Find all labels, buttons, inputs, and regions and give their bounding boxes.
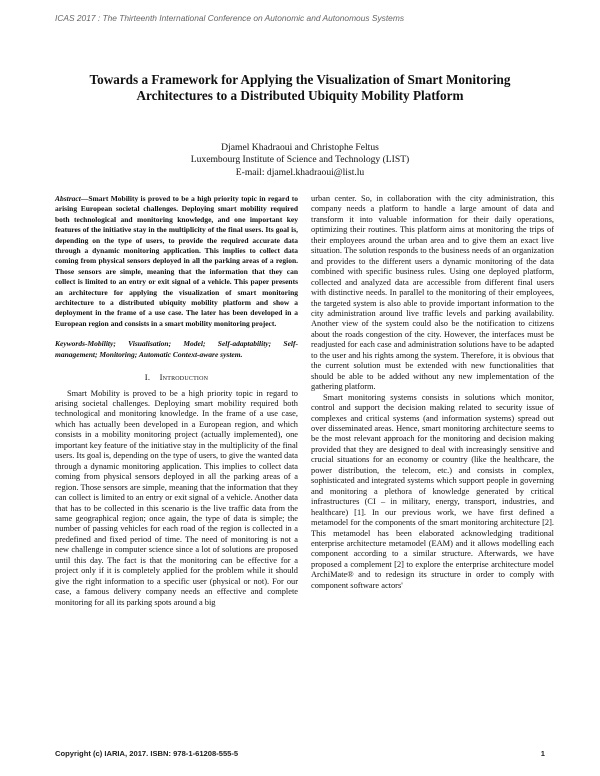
email: E-mail: djamel.khadraoui@list.lu bbox=[235, 166, 365, 178]
right-column bbox=[311, 194, 554, 591]
title-line-2: Architectures to a Distributed Ubiquity Mobility Platform bbox=[136, 88, 464, 103]
abstract-label: Abstract bbox=[55, 194, 81, 203]
abstract bbox=[55, 194, 298, 329]
conference-header: ICAS 2017 : The Thirteenth International Conference on Autonomic and Autonomous Systems bbox=[55, 13, 405, 23]
abstract-text: —Smart Mobility is proved to be a high priority topic in regard to arising European societal challenges. Deploying smart mobility required both technological and monitoring knowledge, and one important key features of the initiative stay in the multiplicity of the final users. Its goal is, depending on the type of users, to provide the required accurate data through a dynamic monitoring application. This implies to collect data coming from physical sensors deployed in all the parking areas of a region. Those sensors are simple, meaning that the information that they can collect is limited to an entry or exit signal of a vehicle. This paper presents an architecture for applying the visualization of smart monitoring architecture to a distributed ubiquity mobility platform and show a deployment in the frame of a use case. The later has been developed in a European region and consists in a smart mobility monitoring project. bbox=[55, 194, 298, 328]
body-paragraph-2: Smart monitoring systems consists in solutions which monitor, control and support the decision making related to security issue of complexes and critical systems (and information systems) spread out over disseminated areas. Hence, smart monitoring architecture seems to be the most relevant approach for the monitoring and decision making provided that they are designed to deal with increasingly sensitive and crucial situations for an economy or country (like the healthcare, the power distribution, the telecom, etc.) and consists in complex, sophisticated and integrated systems which support people in governing and monitoring a plethora of knowledge generated by critical infrastructures (CI – in military, energy, transport, industries, and healthcare) [1]. In our previous work, we have first defined a metamodel for the components of the smart monitoring architecture [2]. This metamodel has been elaborated acknowledging traditional enterprise architecture metamodel (EAM) and it allows modelling each component according to a similar structure. Afterwards, we have proposed a complement [2] to explore the enterprise architecture model ArchiMate® and to redesign its structure in order to comply with component software actors' bbox=[311, 392, 554, 590]
author-block bbox=[40, 142, 560, 179]
section-heading bbox=[55, 372, 298, 382]
section-number: I. bbox=[144, 372, 151, 383]
body-paragraph-1: urban center. So, in collaboration with the city administration, this company needs a platform to handle a large amount of data and transform it into valuable information for their daily operations, optimizing their routines. This platform aims at monitoring the trips of their employees around the urban area and to give them an exact live situation. The solution responds to the business needs of an organization and provides to the different users a dynamic monitoring of the data combined with specific business rules. Using one deployed platform, collected and analyzed data are accessible from different final users with distinctive needs. In parallel to the monitoring of their employees, the targeted system is also able to provide important information to the city administration around live traffic levels and parking availability. Another view of the system could also be the notification to citizens about the roads congestion of the city. However, the interfaces must be readjusted for each case and administration solutions have to be adapted to the user and his rights among the system. Therefore, it is obvious that the current solution must be extended with new functionalities that should be able to be added without any new implementation of the gathering platform. bbox=[311, 194, 554, 392]
left-column bbox=[55, 194, 298, 608]
footer-copyright: Copyright (c) IARIA, 2017. ISBN: 978-1-61208-555-5 bbox=[55, 749, 239, 758]
title-line-1: Towards a Framework for Applying the Visualization of Smart Monitoring bbox=[89, 72, 511, 87]
affiliation: Luxembourg Institute of Science and Technology (LIST) bbox=[190, 154, 410, 166]
page-number: 1 bbox=[540, 749, 545, 758]
intro-paragraph: Smart Mobility is proved to be a high priority topic in regard to arising societal challenges. Deploying smart mobility required both technological and monitoring knowledge. In the frame of a use case, which has actually been developed in a European region, and which consists in a mobility monitoring project (actually implemented), one important key feature of the initiative stay in the multiplicity of the final users. Its goal is, depending on the type of users, to give the wanted data through a dynamic monitoring application. This implies to collect data coming from physical sensors deployed in all the parking areas of a region. Those sensors are simple, meaning that the information that they can collect is limited to an entry or exit signal of a vehicle. Another data that has to be collected in this scenario is the live traffic data from the same geographical region; once again, the type of data is simple; the number of passing vehicles for each road of the region is collected in a predefined and fixed period of time. The need of monitoring is not a new challenge in computer science since a lot of solutions are proposed until this day. The fact is that the monitoring can be effective for a project only if it is completely applied for the problem while it should give the right information to a specific user (physical or not). For our case, a famous delivery company needs an effective and complete monitoring for all its parking spots around a big bbox=[55, 388, 298, 607]
paper-title bbox=[40, 72, 560, 104]
section-title: Introduction bbox=[159, 372, 209, 383]
keywords: Keywords-Mobility; Visualisation; Model; Self-adaptability; Self-management; Monitoring; Automatic Context-aware system. bbox=[55, 339, 298, 359]
author-names: Djamel Khadraoui and Christophe Feltus bbox=[221, 142, 379, 153]
